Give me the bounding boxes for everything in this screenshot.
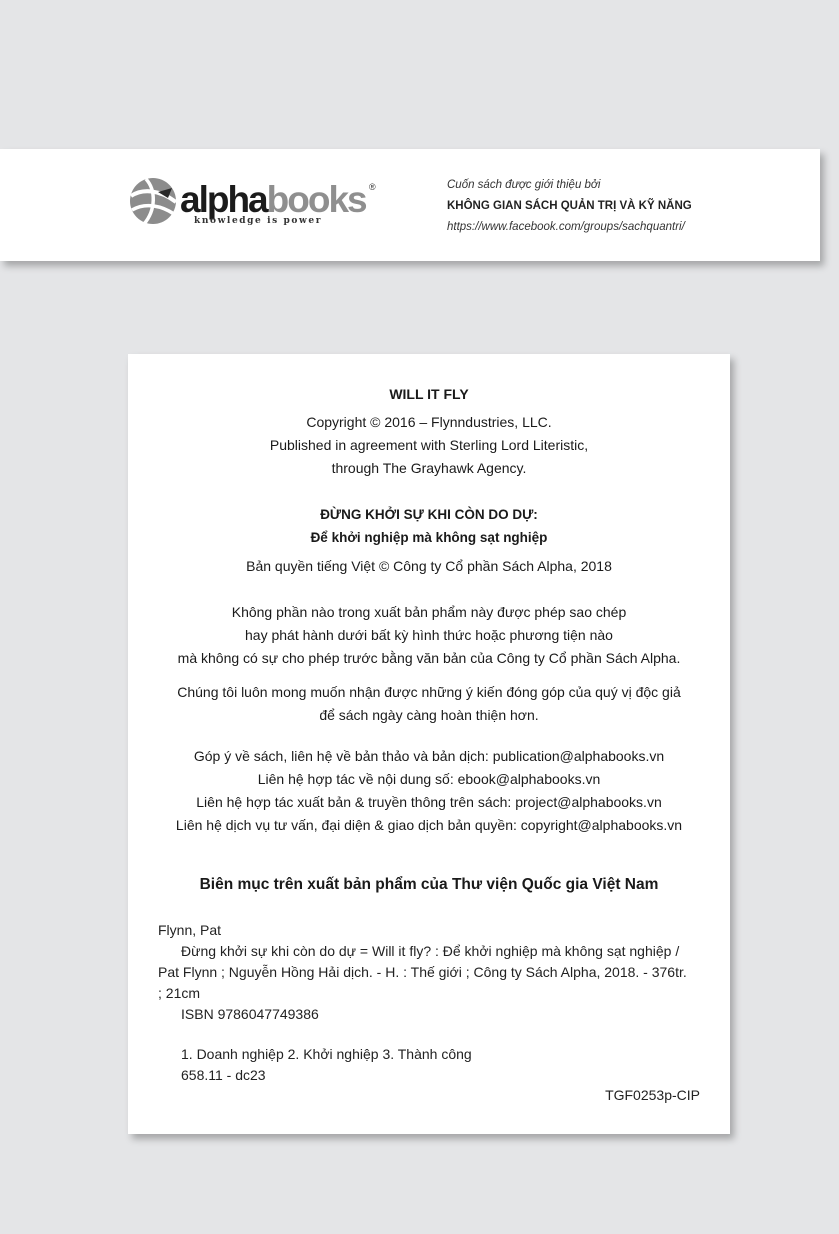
cip-description-line: Đừng khởi sự khi còn do dự = Will it fly? : Để khởi nghiệp mà không sạt nghiệp /	[181, 943, 680, 959]
copyright-page	[128, 354, 730, 1134]
original-copyright-line: through The Grayhawk Agency.	[331, 460, 527, 476]
reader-feedback-note	[128, 681, 730, 727]
feedback-line: Chúng tôi luôn mong muốn nhận được những ý kiến đóng góp của quý vị độc giả	[177, 684, 681, 700]
feedback-line: để sách ngày càng hoàn thiện hơn.	[319, 707, 539, 723]
logo-tagline: knowledge is power	[194, 216, 323, 226]
vietnamese-copyright: Bản quyền tiếng Việt © Công ty Cổ phần Sách Alpha, 2018	[246, 558, 612, 574]
cip-heading: Biên mục trên xuất bản phẩm của Thư viện Quốc gia Việt Nam	[199, 876, 659, 893]
original-copyright-block	[128, 411, 730, 480]
banner-group-name: KHÔNG GIAN SÁCH QUẢN TRỊ VÀ KỸ NĂNG	[447, 200, 692, 212]
banner-intro: Cuốn sách được giới thiệu bởi	[447, 179, 601, 191]
cip-description-line: ; 21cm	[158, 985, 201, 1001]
cip-subjects-block	[158, 1044, 703, 1086]
reproduction-notice	[128, 601, 730, 670]
original-copyright-line: Copyright © 2016 – Flynndustries, LLC.	[306, 414, 552, 430]
cip-code: TGF0253p-CIP	[605, 1087, 700, 1103]
cip-subjects: 1. Doanh nghiệp 2. Khởi nghiệp 3. Thành công	[181, 1046, 472, 1062]
publisher-banner	[0, 149, 820, 261]
cip-isbn: ISBN 9786047749386	[181, 1006, 319, 1022]
banner-group-link[interactable]: https://www.facebook.com/groups/sachquantri/	[447, 221, 685, 233]
contact-ebook: Liên hệ hợp tác về nội dung số: ebook@alphabooks.vn	[257, 771, 601, 787]
cip-description-line: Pat Flynn ; Nguyễn Hồng Hải dịch. - H. : Thế giới ; Công ty Sách Alpha, 2018. - 376tr.	[158, 964, 687, 980]
logo-word-alpha: alpha	[180, 179, 267, 220]
contact-info	[128, 745, 730, 837]
contact-publication: Góp ý về sách, liên hệ về bản thảo và bản dịch: publication@alphabooks.vn	[193, 748, 665, 764]
cip-classification: 658.11 - dc23	[181, 1067, 266, 1083]
notice-line: mà không có sự cho phép trước bằng văn bản của Công ty Cổ phần Sách Alpha.	[177, 650, 681, 666]
alphabooks-globe-icon	[128, 176, 180, 228]
vietnamese-subtitle: Để khởi nghiệp mà không sạt nghiệp	[310, 530, 548, 545]
notice-line: Không phần nào trong xuất bản phẩm này được phép sao chép	[231, 604, 627, 620]
banner-info	[447, 175, 692, 238]
registered-mark: ®	[369, 182, 376, 192]
cip-record	[158, 920, 703, 1025]
original-copyright-line: Published in agreement with Sterling Lord Literistic,	[269, 437, 589, 453]
book-original-title: WILL IT FLY	[389, 386, 469, 402]
cip-author: Flynn, Pat	[158, 922, 222, 938]
notice-line: hay phát hành dưới bất kỳ hình thức hoặc phương tiện nào	[245, 627, 613, 643]
logo-word-books: books	[266, 179, 366, 220]
contact-project: Liên hệ hợp tác xuất bản & truyền thông trên sách: project@alphabooks.vn	[196, 794, 662, 810]
vietnamese-title: ĐỪNG KHỞI SỰ KHI CÒN DO DỰ:	[320, 507, 538, 522]
alphabooks-logo	[128, 176, 388, 236]
contact-copyright: Liên hệ dịch vụ tư vấn, đại diện & giao dịch bản quyền: copyright@alphabooks.vn	[175, 817, 683, 833]
